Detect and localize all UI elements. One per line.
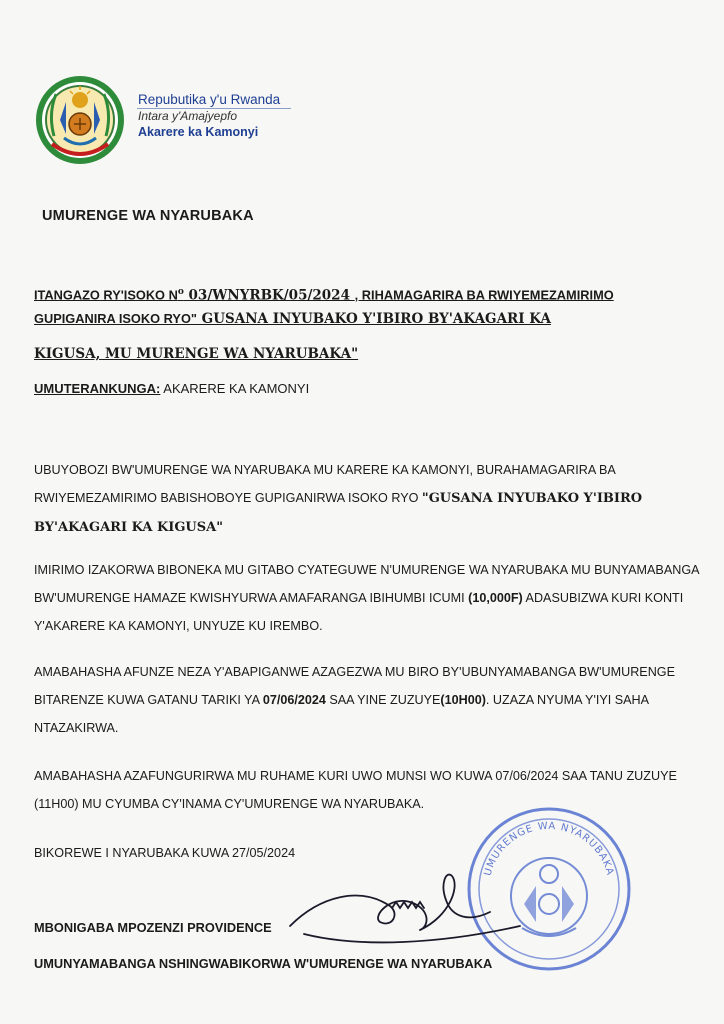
- paragraph-text: UBUYOBOZI BW'UMURENGE WA NYARUBAKA MU KARERE KA KAMONYI, BURAHAMAGARIRA BA RWIYEMEZAMIRIMO BABISHOBOYE GUPIGANIRWA ISOKO RYO: [34, 463, 616, 505]
- letterhead-rule: [137, 108, 291, 109]
- paragraph-text: SAA YINE ZUZUYE: [325, 693, 441, 707]
- title-part: ITANGAZO RY'ISOKO N: [34, 287, 178, 303]
- title-line-3: [34, 346, 694, 362]
- paragraph-invitation: [34, 456, 700, 542]
- paragraph-deadline: [34, 658, 700, 742]
- paragraph-text: AMABAHASHA AFUNZE NEZA Y'ABAPIGANWE AZAGEZWA MU BIRO BY'UBUNYAMABANGA BW'UMURENGE BITARENZE KUWA GATANU TARIKI YA: [34, 665, 675, 707]
- sector-heading: UMURENGE WA NYARUBAKA: [42, 208, 254, 224]
- title-part: , RIHAMAGARIRA BA RWIYEMEZAMIRIMO: [354, 287, 614, 303]
- title-part: GUPIGANIRA ISOKO RYO": [34, 311, 197, 326]
- title-part: GUSANA INYUBAKO Y'IBIRO BY'AKAGARI KA: [196, 311, 551, 327]
- paragraph-text: ADASUBIZWA KURI KONTI Y'AKARERE KA KAMONYI, UNYUZE KU IREMBO.: [34, 591, 684, 633]
- paragraph-opening: AMABAHASHA AZAFUNGURIRWA MU RUHAME KURI UWO MUNSI WO KUWA 07/06/2024 SAA TANU ZUZUYE (11H00) MU CYUMBA CY'INAMA CY'UMURENGE WA NYARUBAKA.: [34, 769, 677, 811]
- deadline-time: (10H00): [440, 693, 486, 707]
- employer-line: [34, 381, 309, 396]
- paragraph-documents: [34, 556, 700, 640]
- tender-subject: "GUSANA INYUBAKO Y'IBIRO BY'AKAGARI KA KIGUSA": [34, 491, 643, 535]
- title-part: o: [177, 287, 184, 297]
- signatory-name: MBONIGABA MPOZENZI PROVIDENCE: [34, 920, 272, 935]
- deadline-date: 07/06/2024: [262, 693, 326, 707]
- paragraph-text: . UZAZA NYUMA Y'IYI SAHA NTAZAKIRWA.: [34, 693, 649, 735]
- stamp-text: UMURENGE WA NYARUBAKA: [482, 820, 616, 878]
- paragraph-text: IMIRIMO IZAKORWA BIBONEKA MU GITABO CYATEGUWE N'UMURENGE WA NYARUBAKA MU BUNYAMABANGA BW'UMURENGE HAMAZE KWISHYURWA AMAFARANGA IBIHUMBI ICUMI: [34, 563, 699, 605]
- letterhead-province: Intara y'Amajyepfo: [138, 109, 238, 123]
- signatory-role: UMUNYAMABANGA NSHINGWABIKORWA W'UMURENGE WA NYARUBAKA: [34, 956, 493, 971]
- letterhead-district: Akarere ka Kamonyi: [138, 125, 259, 139]
- employer-value: AKARERE KA KAMONYI: [160, 381, 310, 396]
- title-line-2: [34, 311, 694, 327]
- title-part: KIGUSA, MU MURENGE WA NYARUBAKA": [34, 346, 359, 362]
- employer-label: UMUTERANKUNGA:: [34, 381, 161, 396]
- rwanda-coat-of-arms-icon: [34, 74, 126, 166]
- title-line-1: [34, 287, 694, 303]
- letterhead-country: Repubutika y'u Rwanda: [138, 92, 281, 107]
- handwritten-signature: [280, 856, 540, 960]
- tender-number: 03/WNYRBK/05/2024: [183, 287, 355, 304]
- place-date-line: BIKOREWE I NYARUBAKA KUWA 27/05/2024: [34, 846, 296, 860]
- letterhead: [138, 92, 280, 140]
- fee-amount: (10,000F): [468, 591, 523, 605]
